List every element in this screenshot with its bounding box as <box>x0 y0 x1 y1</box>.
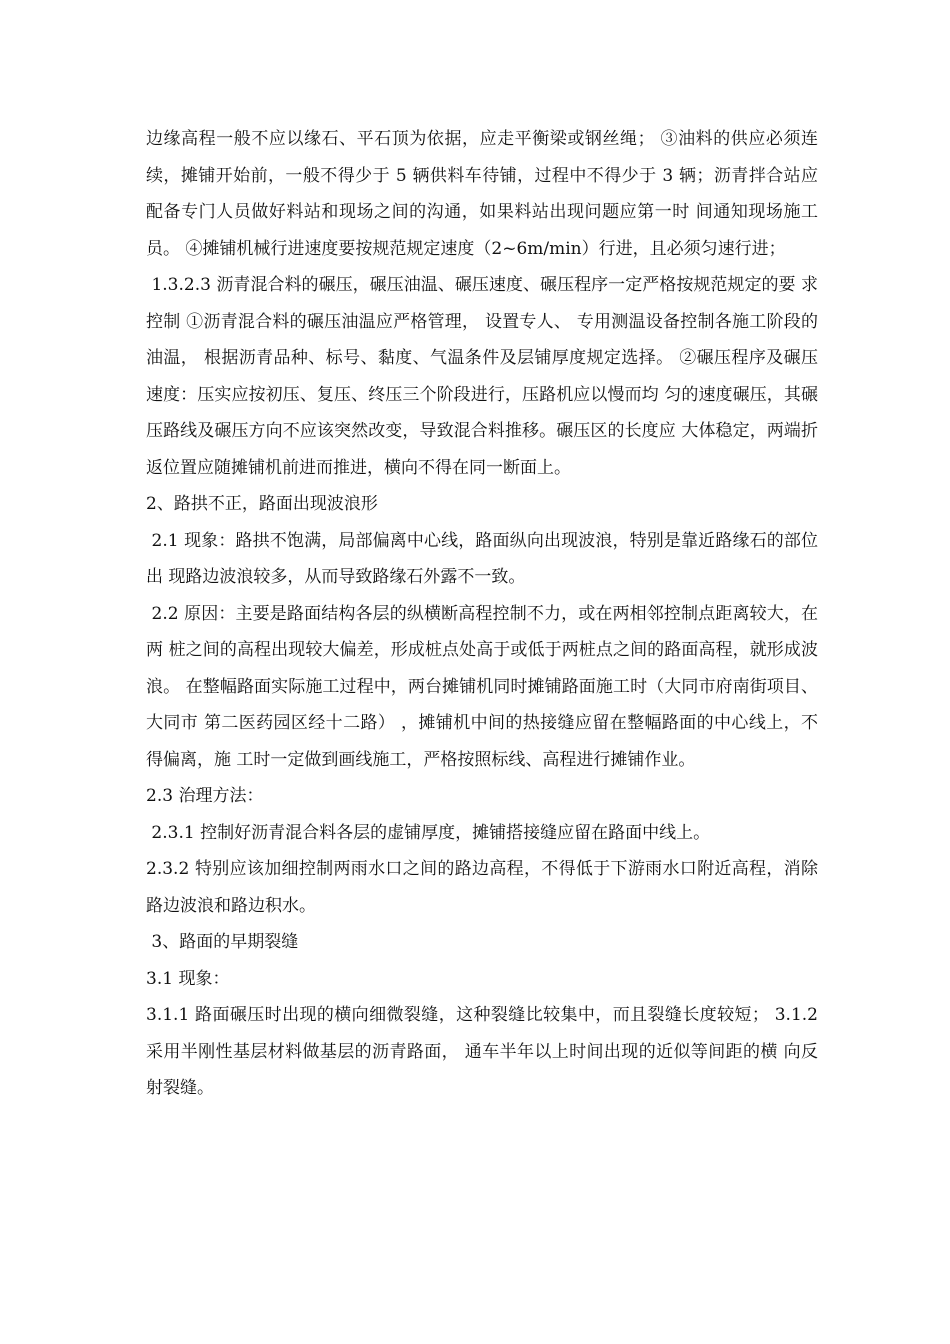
paragraph-treatment-1: 2.3.1 控制好沥青混合料各层的虚铺厚度，摊铺搭接缝应留在路面中线上。 <box>146 822 711 843</box>
paragraph-crown-phenomenon: 2.1 现象：路拱不饱满，局部偏离中心线，路面纵向出现波浪，特别是靠近路缘石的部位出 现路边波浪较多，从而导致路缘石外露不一致。 <box>146 530 818 587</box>
paragraph-paving-requirements: 边缘高程一般不应以缘石、平石顶为依据，应走平衡梁或钢丝绳； ③油料的供应必须连续，摊铺开始前，一般不得少于 5 辆供料车待铺，过程中不得少于 3 辆；沥青拌合站应配备专门人员做好料站和现场之间的沟通，如果料站出现问题应第一时 间通知现场施工员。 ④摊铺机械行进速度要按规范规定速度（2~6m/min）行进，且必须匀速行进； <box>146 129 818 259</box>
heading-early-cracks: 3、路面的早期裂缝 <box>146 932 299 952</box>
document-body <box>146 121 824 1107</box>
heading-cracks-phenomenon: 3.1 现象： <box>146 968 230 989</box>
paragraph-treatment-2: 2.3.2 特别应该加细控制两雨水口之间的路边高程，不得低于下游雨水口附近高程，消除 路边波浪和路边积水。 <box>146 859 824 916</box>
paragraph-compaction: 1.3.2.3 沥青混合料的碾压，碾压油温、碾压速度、碾压程序一定严格按规范规定的要 求控制 ①沥青混合料的碾压油温应严格管理， 设置专人、 专用测温设备控制各施工阶段的油温， 根据沥青品种、标号、黏度、气温条件及层铺厚度规定选择。 ②碾压程序及碾压速度：压实应按初压、复压、终压三个阶段进行，压路机应以慢而均 匀的速度碾压，其碾压路线及碾压方向不应该突然改变，导致混合料推移。碾压区的长度应 大体稳定，两端折返位置应随摊铺机前进而推进，横向不得在同一断面上。 <box>146 275 819 478</box>
heading-road-crown-waves: 2、路拱不正，路面出现波浪形 <box>146 494 378 514</box>
paragraph-cracks-details: 3.1.1 路面碾压时出现的横向细微裂缝，这种裂缝比较集中，而且裂缝长度较短； 3.1.2 采用半刚性基层材料做基层的沥青路面， 通车半年以上时间出现的近似等间距的横 向反射裂缝。 <box>146 1005 824 1098</box>
paragraph-crown-cause: 2.2 原因：主要是路面结构各层的纵横断高程控制不力，或在两相邻控制点距离较大，在两 桩之间的高程出现较大偏差，形成桩点处高于或低于两桩点之间的路面高程，就形成波浪。 在整幅路面实际施工过程中，两台摊铺机同时摊铺路面施工时（大同市府南街项目、大同市 第二医药园区经十二路） ，摊铺机中间的热接缝应留在整幅路面的中心线上，不得偏离，施 工时一定做到画线施工，严格按照标线、高程进行摊铺作业。 <box>146 603 818 770</box>
heading-treatment-method: 2.3 治理方法： <box>146 786 264 806</box>
